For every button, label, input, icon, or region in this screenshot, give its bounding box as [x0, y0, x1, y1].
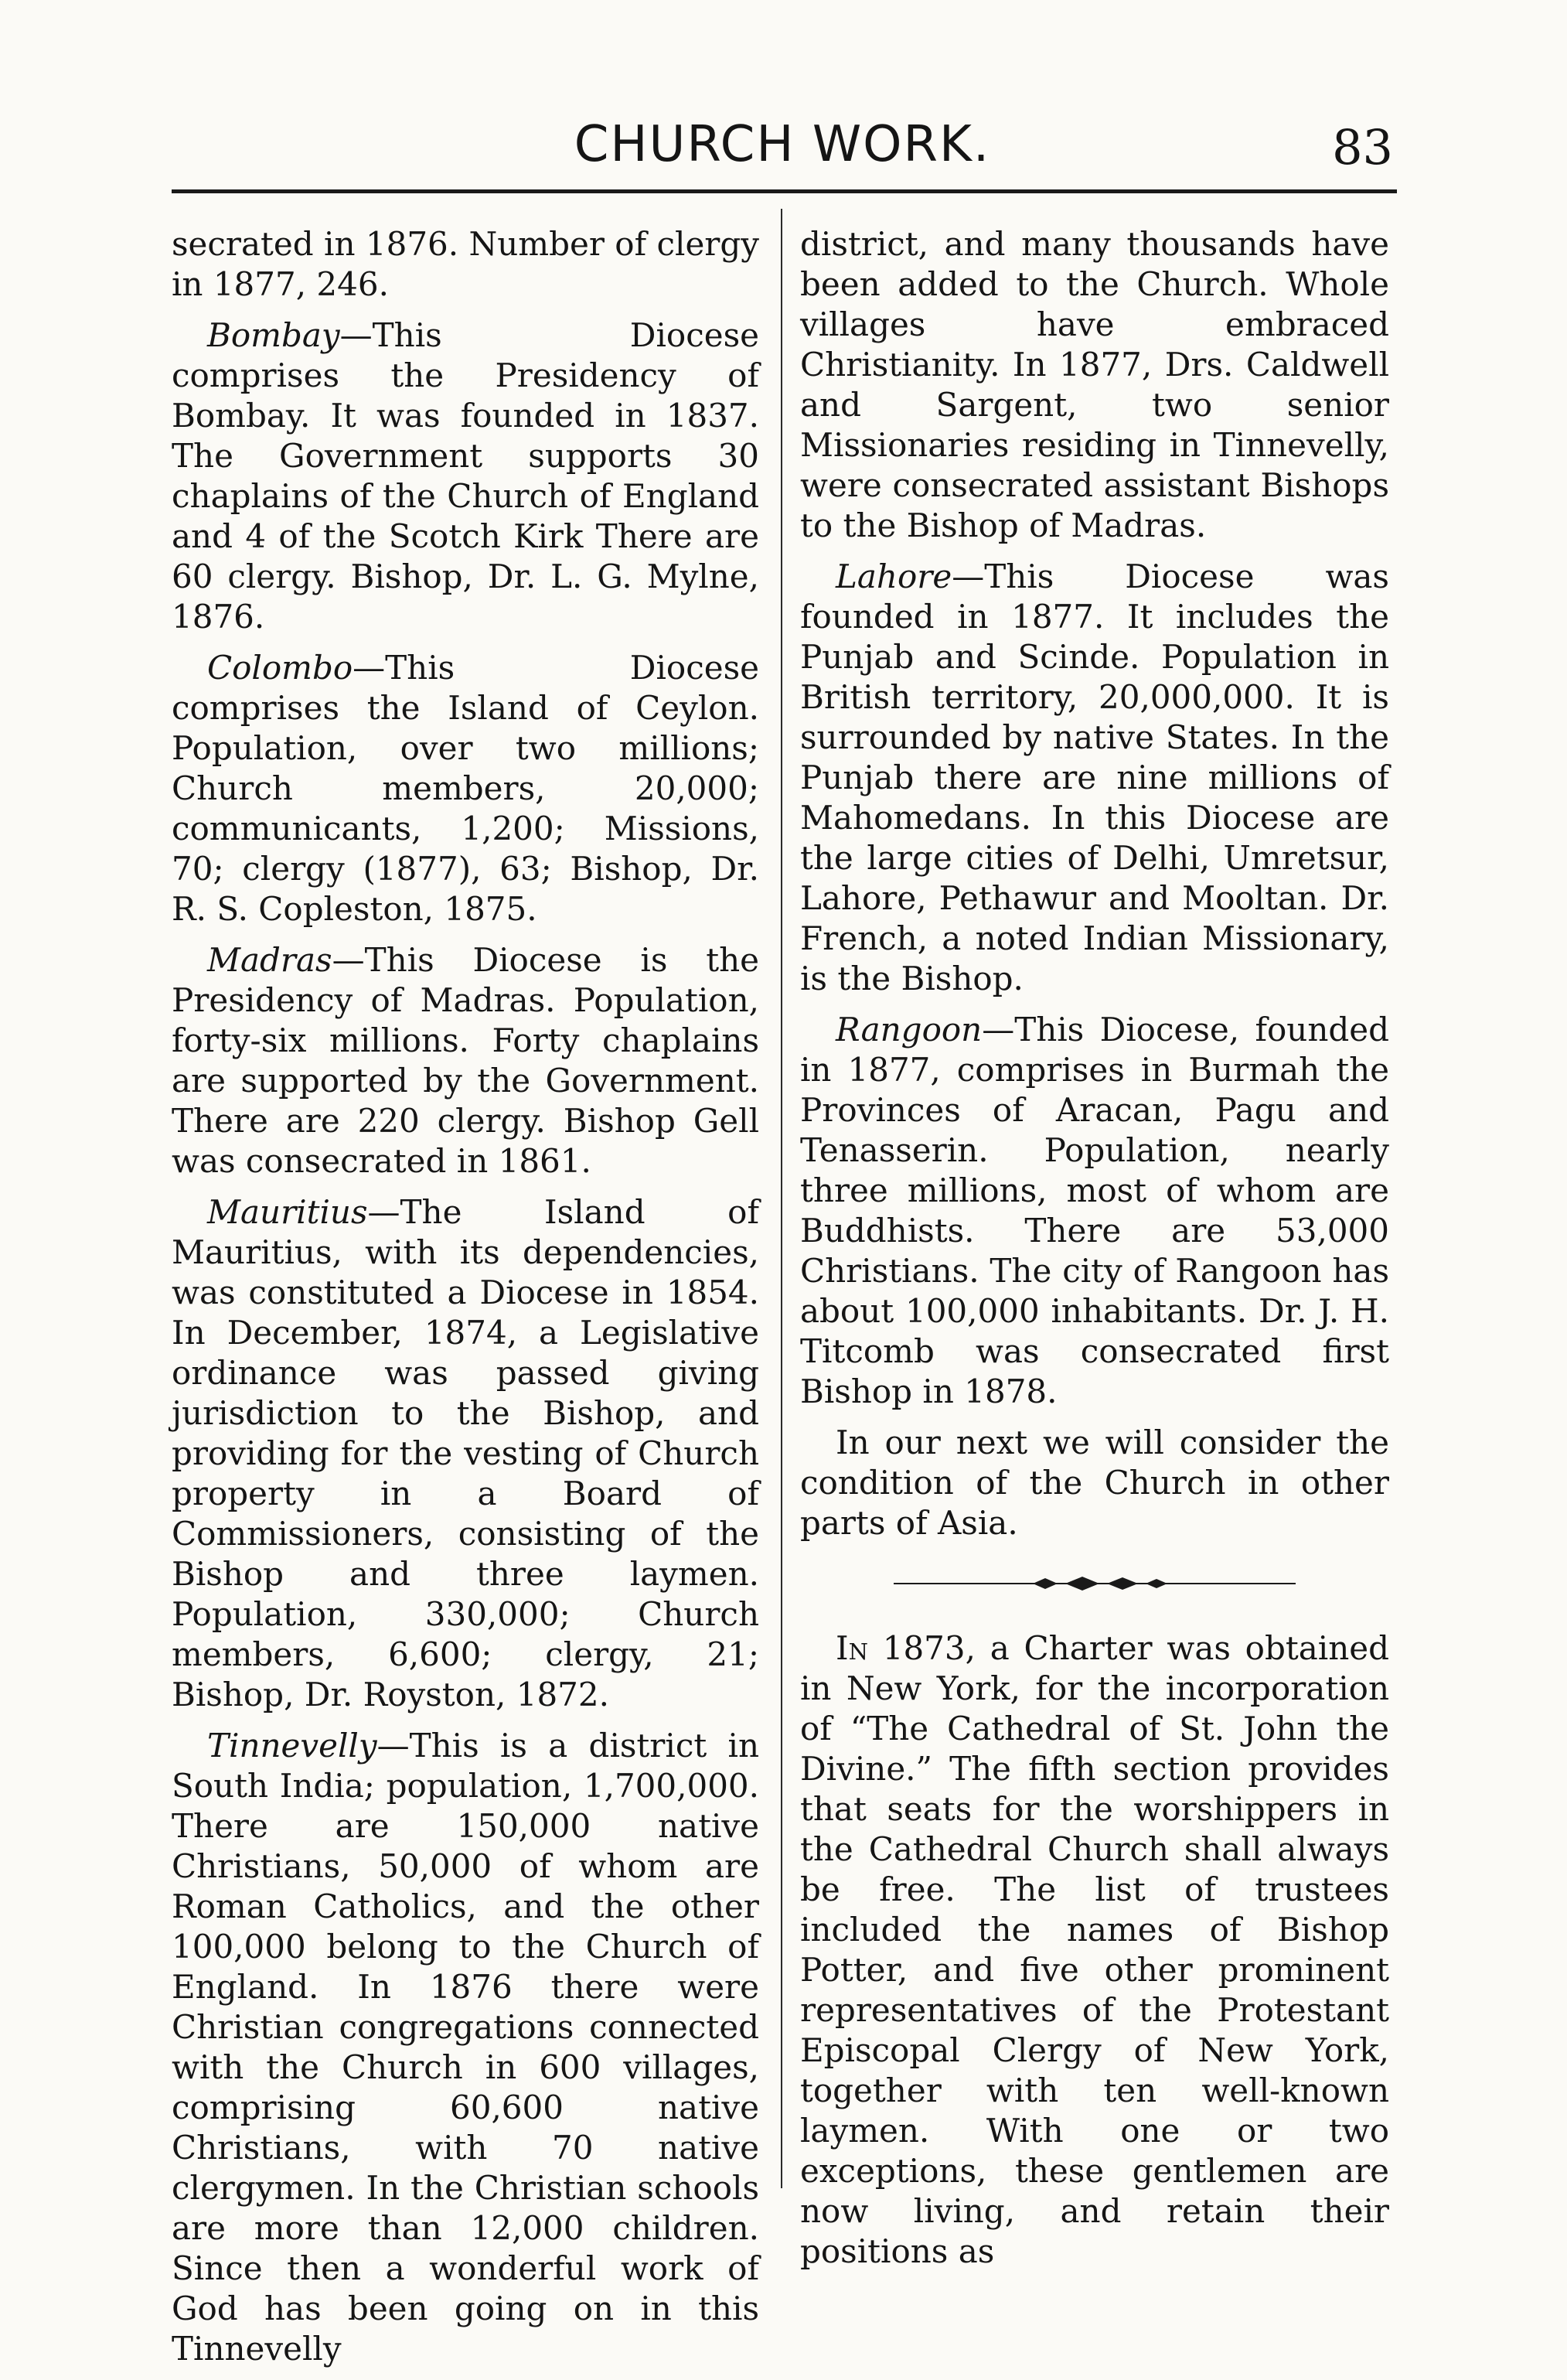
paragraph-mauritius: [172, 1192, 759, 1715]
right-column: [800, 224, 1389, 2283]
paragraph-lahore: [800, 557, 1389, 999]
running-title: CHURCH WORK.: [574, 116, 991, 173]
diocese-name: Mauritius: [207, 1193, 368, 1231]
page-number: 83: [1332, 119, 1393, 176]
left-column: [172, 224, 759, 2380]
paragraph-text: —This Diocese comprises the Island of Ceylon. Population, over two millions; Church members, 20,000; communicants, 1,200; Missions, 70; clergy (1877), 63; Bishop, Dr. R. S. Copleston, 1875.: [172, 649, 759, 928]
paragraph-text: —This Diocese was founded in 1877. It includes the Punjab and Scinde. Population in British territory, 20,000,000. It is surrounded by native States. In the Punjab there are nine millions of Mahomedans. In this Diocese are the large cities of Delhi, Umretsur, Lahore, Pethawur and Mooltan. Dr. French, a noted Indian Missionary, is the Bishop.: [800, 557, 1389, 997]
diocese-name: Tinnevelly: [207, 1727, 377, 1765]
paragraph-bombay: [172, 315, 759, 637]
diocese-name: Lahore: [836, 557, 952, 595]
paragraph-colombo: [172, 648, 759, 929]
paragraph-text: secrated in 1876. Number of clergy in 1877, 246.: [172, 225, 759, 303]
paragraph-text: —This Diocese, founded in 1877, comprises in Burmah the Provinces of Aracan, Pagu and Tenasserin. Population, nearly three millions, most of whom are Buddhists. There are 53,000 Christians. The city of Rangoon has about 100,000 inhabitants. Dr. J. H. Titcomb was consecrated first Bishop in 1878.: [800, 1011, 1389, 1410]
paragraph-text: —This Diocese comprises the Presidency of Bombay. It was founded in 1837. The Government supports 30 chaplains of the Church of England and 4 of the Scotch Kirk There are 60 clergy. Bishop, Dr. L. G. Mylne, 1876.: [172, 316, 759, 636]
diocese-name: Rangoon: [836, 1011, 983, 1048]
column-divider: [781, 209, 782, 2188]
paragraph-tinnevelly: [172, 1726, 759, 2369]
lead-word: In: [836, 1629, 868, 1667]
paragraph-charter: [800, 1628, 1389, 2272]
paragraph-continued: [800, 224, 1389, 546]
paragraph-text: 1873, a Charter was obtained in New York, for the incorporation of “The Cathedral of St. John the Divine.” The fifth section provides that seats for the worshippers in the Cathedral Church shall always be free. The list of trustees included the names of Bishop Potter, and five other prominent representatives of the Protestant Episcopal Clergy of New York, together with ten well-known laymen. With one or two exceptions, these gentlemen are now living, and retain their positions as: [800, 1629, 1389, 2270]
diocese-name: Madras: [207, 941, 332, 979]
paragraph-closing: [800, 1423, 1389, 1543]
paragraph-text: —The Island of Mauritius, with its dependencies, was constituted a Diocese in 1854. In December, 1874, a Legislative ordinance was passed giving jurisdiction to the Bishop, and providing for the vesting of Church property in a Board of Commissioners, consisting of the Bishop and three laymen. Population, 330,000; Church members, 6,600; clergy, 21; Bishop, Dr. Royston, 1872.: [172, 1193, 759, 1713]
paragraph-text: In our next we will consider the condition of the Church in other parts of Asia.: [800, 1424, 1389, 1542]
diocese-name: Bombay: [207, 316, 340, 354]
paragraph-text: district, and many thousands have been added to the Church. Whole villages have embraced Christianity. In 1877, Drs. Caldwell and Sargent, two senior Missionaries residing in Tinnevelly, were consecrated assistant Bishops to the Bishop of Madras.: [800, 225, 1389, 544]
diocese-name: Colombo: [207, 649, 353, 687]
paragraph-rangoon: [800, 1010, 1389, 1412]
paragraph-madras: [172, 940, 759, 1181]
page-header: [172, 110, 1393, 179]
paragraph-continued: [172, 224, 759, 305]
header-rule: [172, 189, 1397, 193]
ornament-divider: [894, 1574, 1296, 1593]
paragraph-text: —This Diocese is the Presidency of Madras. Population, forty-six millions. Forty chaplains are supported by the Government. There are 220 clergy. Bishop Gell was consecrated in 1861.: [172, 941, 759, 1180]
paragraph-text: —This is a district in South India; population, 1,700,000. There are 150,000 native Christians, 50,000 of whom are Roman Catholics, and the other 100,000 belong to the Church of England. In 1876 there were Christian congregations connected with the Church in 600 villages, comprising 60,600 native Christians, with 70 native clergymen. In the Christian schools are more than 12,000 children. Since then a wonderful work of God has been going on in this Tinnevelly: [172, 1727, 759, 2368]
